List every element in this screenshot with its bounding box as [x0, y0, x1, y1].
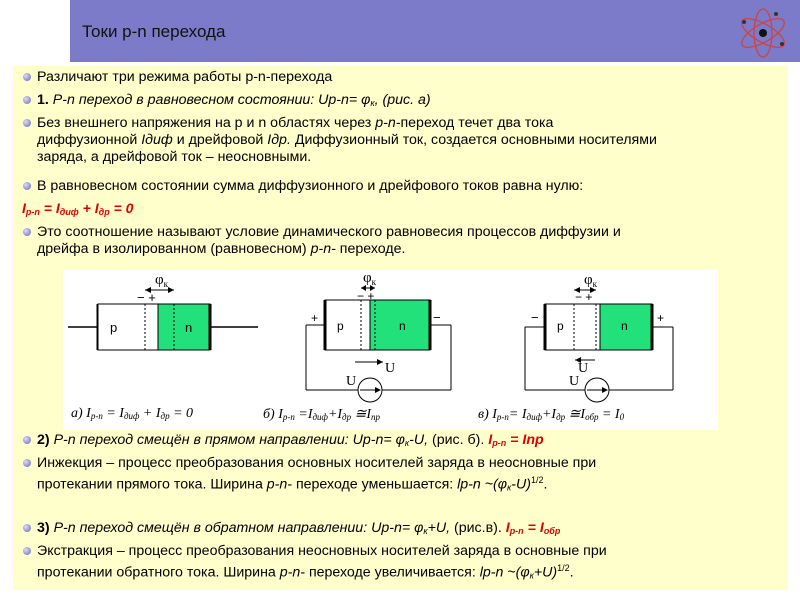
u-source-label-c: U	[569, 374, 580, 389]
charge-label-c: − +	[575, 290, 593, 304]
caption-a: а) $I_{p-n} = I_{диф} + I_{др} = 0$	[71, 406, 194, 421]
u-label-c: U	[578, 361, 589, 376]
bullet-icon	[23, 119, 31, 127]
p-label-a: p	[110, 320, 118, 335]
minus-label-c: −	[531, 310, 539, 325]
caption-b: б) $I_{p-n} =I_{диф}+I_{др}$ $≅I_{пр}$	[263, 407, 381, 422]
paragraph-4: В равновесном состоянии сумма диффузионного и дрейфового токов равна нулю:	[37, 178, 584, 194]
paragraph-5: Это соотношение называют условие динамического равновесия процессов диффузии и дрейфа в изолированном (равновесном) p-n- переходе.	[37, 224, 621, 257]
diagram-c	[525, 287, 673, 402]
phi-label-c: $\varphi_к$	[584, 272, 598, 289]
bullet-icon	[23, 228, 31, 236]
p-label-c: p	[557, 319, 564, 333]
n-label-c: n	[621, 319, 628, 333]
plus-label-c: +	[657, 311, 665, 325]
phi-label-b: $\varphi_к$	[363, 270, 377, 287]
u-source-label-b: U	[346, 374, 357, 389]
diagram-b	[306, 285, 451, 402]
u-label-b: U	[385, 361, 396, 376]
minus-label-b: −	[433, 310, 441, 325]
p-label-b: p	[337, 319, 344, 333]
bullet-icon	[23, 459, 31, 467]
caption-c: в) $I_{p-n}= I_{диф}+I_{др}$ $≅I_{обр} = I_0$	[478, 407, 625, 422]
n-label-b: n	[399, 319, 406, 333]
bullet-icon	[23, 524, 31, 532]
charge-label-a: − +	[137, 290, 156, 305]
bullet-icon	[23, 547, 31, 555]
n-label-a: n	[185, 320, 193, 335]
bullet-icon	[23, 96, 31, 104]
slide-title: Токи р-n перехода	[82, 22, 226, 41]
plus-label-b: +	[311, 311, 319, 325]
pn-junction-figure	[63, 270, 718, 430]
charge-label-b: − +	[357, 289, 375, 303]
paragraph-8: 3) P-n переход смещён в обратном направлении: $Up-n= \varphi_к+U$, (рис.в). $I_{p-n} = I_{обр}$	[37, 520, 561, 536]
bullet-icon	[23, 436, 31, 444]
paragraph-1: Различают три режима работы p-n-перехода	[37, 69, 333, 85]
bullet-icon	[23, 73, 31, 81]
paragraph-2: 1. P-n переход в равновесном состоянии: $Up-n= \varphi_к$, (рис. а)	[37, 92, 431, 108]
diagram-a	[68, 287, 258, 350]
atom-icon	[732, 8, 794, 58]
paragraph-6: 2) P-n переход смещён в прямом направлении: $Up-n= \varphi_к-U$, (рис. б). $I_{p-n}$ = Inp	[37, 432, 544, 448]
bullet-icon	[23, 182, 31, 190]
equilibrium-formula: $I_{p-n} = I_{диф} + I_{др} = 0$	[22, 200, 134, 217]
paragraph-7: Инжекция – процесс преобразования основных носителей заряда в неосновные при протекании прямого тока. Ширина p-n- переходе уменьшается: lp-n $\sim(\varphi_к-U)^{1/2}$.	[37, 455, 597, 493]
paragraph-9: Экстракция – процесс преобразования неосновных носителей заряда в основные при протекании обратного тока. Ширина p-n- переходе увеличивается: lp-n $\sim(\varphi_к+U)^{1/2}$.	[37, 543, 607, 581]
phi-label-a: $\varphi_к$	[155, 272, 169, 289]
paragraph-3: Без внешнего напряжения на р и n областях через p-n-переход течет два тока диффузионной Iдиф и дрейфовой Iдр. Диффузионный ток, создается основными носителями заряда, а дрейфовой ток – неосновными.	[37, 115, 657, 165]
